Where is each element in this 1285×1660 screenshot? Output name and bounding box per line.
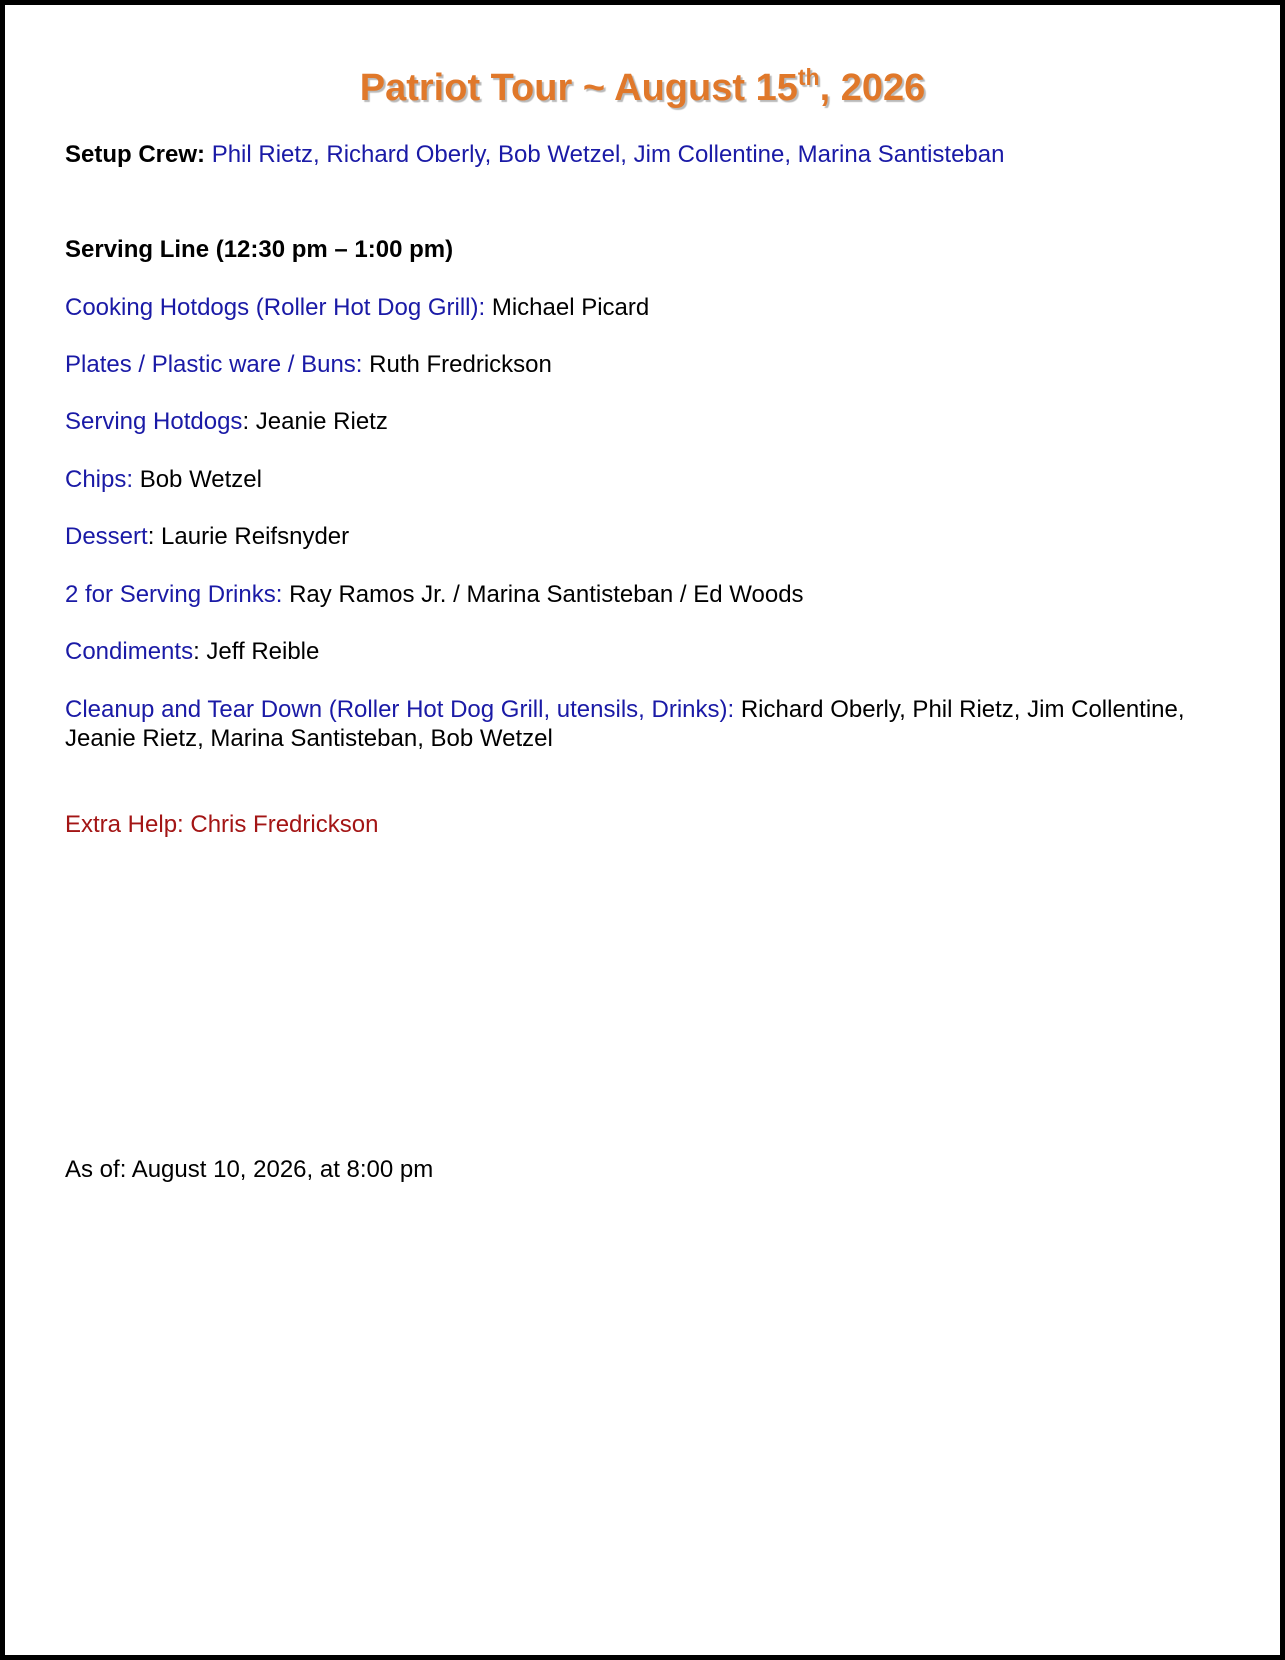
- assignment-role: Cleanup and Tear Down (Roller Hot Dog Grill, utensils, Drinks): [65, 696, 728, 723]
- assignment-separator: :: [193, 638, 200, 665]
- assignment-cleanup: [65, 695, 1185, 753]
- serving-line-heading: Serving Line (12:30 pm – 1:00 pm): [65, 236, 454, 263]
- as-of-timestamp: As of: August 10, 2026, at 8:00 pm: [65, 1156, 434, 1183]
- assignment-dessert: [65, 522, 349, 551]
- title-prefix: Patriot Tour ~ August 15: [359, 67, 798, 109]
- assignment-role: Condiments: [65, 638, 194, 665]
- assignment-names: Michael Picard: [485, 294, 650, 321]
- assignment-separator: :: [727, 696, 735, 723]
- assignment-names: Bob Wetzel: [133, 466, 262, 493]
- page-title: [5, 64, 1280, 110]
- assignment-separator: :: [355, 351, 363, 378]
- assignment-plates-buns: [65, 350, 552, 379]
- assignment-names: Laurie Reifsnyder: [154, 523, 350, 550]
- assignment-separator: :: [478, 294, 486, 321]
- assignment-serving-hotdogs: [65, 407, 388, 436]
- assignment-role: Chips: [65, 466, 127, 493]
- title-ordinal: th: [797, 64, 820, 90]
- assignment-role: Dessert: [65, 523, 148, 550]
- assignment-separator: :: [147, 523, 155, 550]
- extra-help-line: Extra Help: Chris Fredrickson: [65, 811, 379, 838]
- assignment-chips: [65, 465, 262, 494]
- assignment-role: 2 for Serving Drinks: [65, 581, 276, 608]
- setup-crew-names: Phil Rietz, Richard Oberly, Bob Wetzel, Jim Collentine, Marina Santisteban: [211, 141, 1005, 168]
- assignment-role: Cooking Hotdogs (Roller Hot Dog Grill): [65, 294, 479, 321]
- assignment-role: Serving Hotdogs: [65, 408, 243, 435]
- assignment-separator: :: [126, 466, 134, 493]
- setup-crew-line: [65, 140, 1004, 169]
- assignment-names: Jeanie Rietz: [249, 408, 388, 435]
- title-suffix: , 2026: [819, 67, 926, 109]
- assignment-names: Ruth Fredrickson: [362, 351, 552, 378]
- setup-crew-label: Setup Crew:: [65, 141, 206, 168]
- assignment-names: Ray Ramos Jr. / Marina Santisteban / Ed Woods: [282, 581, 804, 608]
- assignment-serving-drinks: [65, 580, 804, 609]
- assignment-condiments: [65, 637, 319, 666]
- assignment-names: Jeff Reible: [199, 638, 320, 665]
- assignment-separator: :: [275, 581, 283, 608]
- assignment-role: Plates / Plastic ware / Buns: [65, 351, 356, 378]
- assignment-names: Richard Oberly, Phil Rietz, Jim Collentine, Jeanie Rietz, Marina Santisteban, Bob Wetzel: [65, 696, 1185, 752]
- assignment-separator: :: [242, 408, 250, 435]
- assignment-cooking-hotdogs: [65, 293, 649, 322]
